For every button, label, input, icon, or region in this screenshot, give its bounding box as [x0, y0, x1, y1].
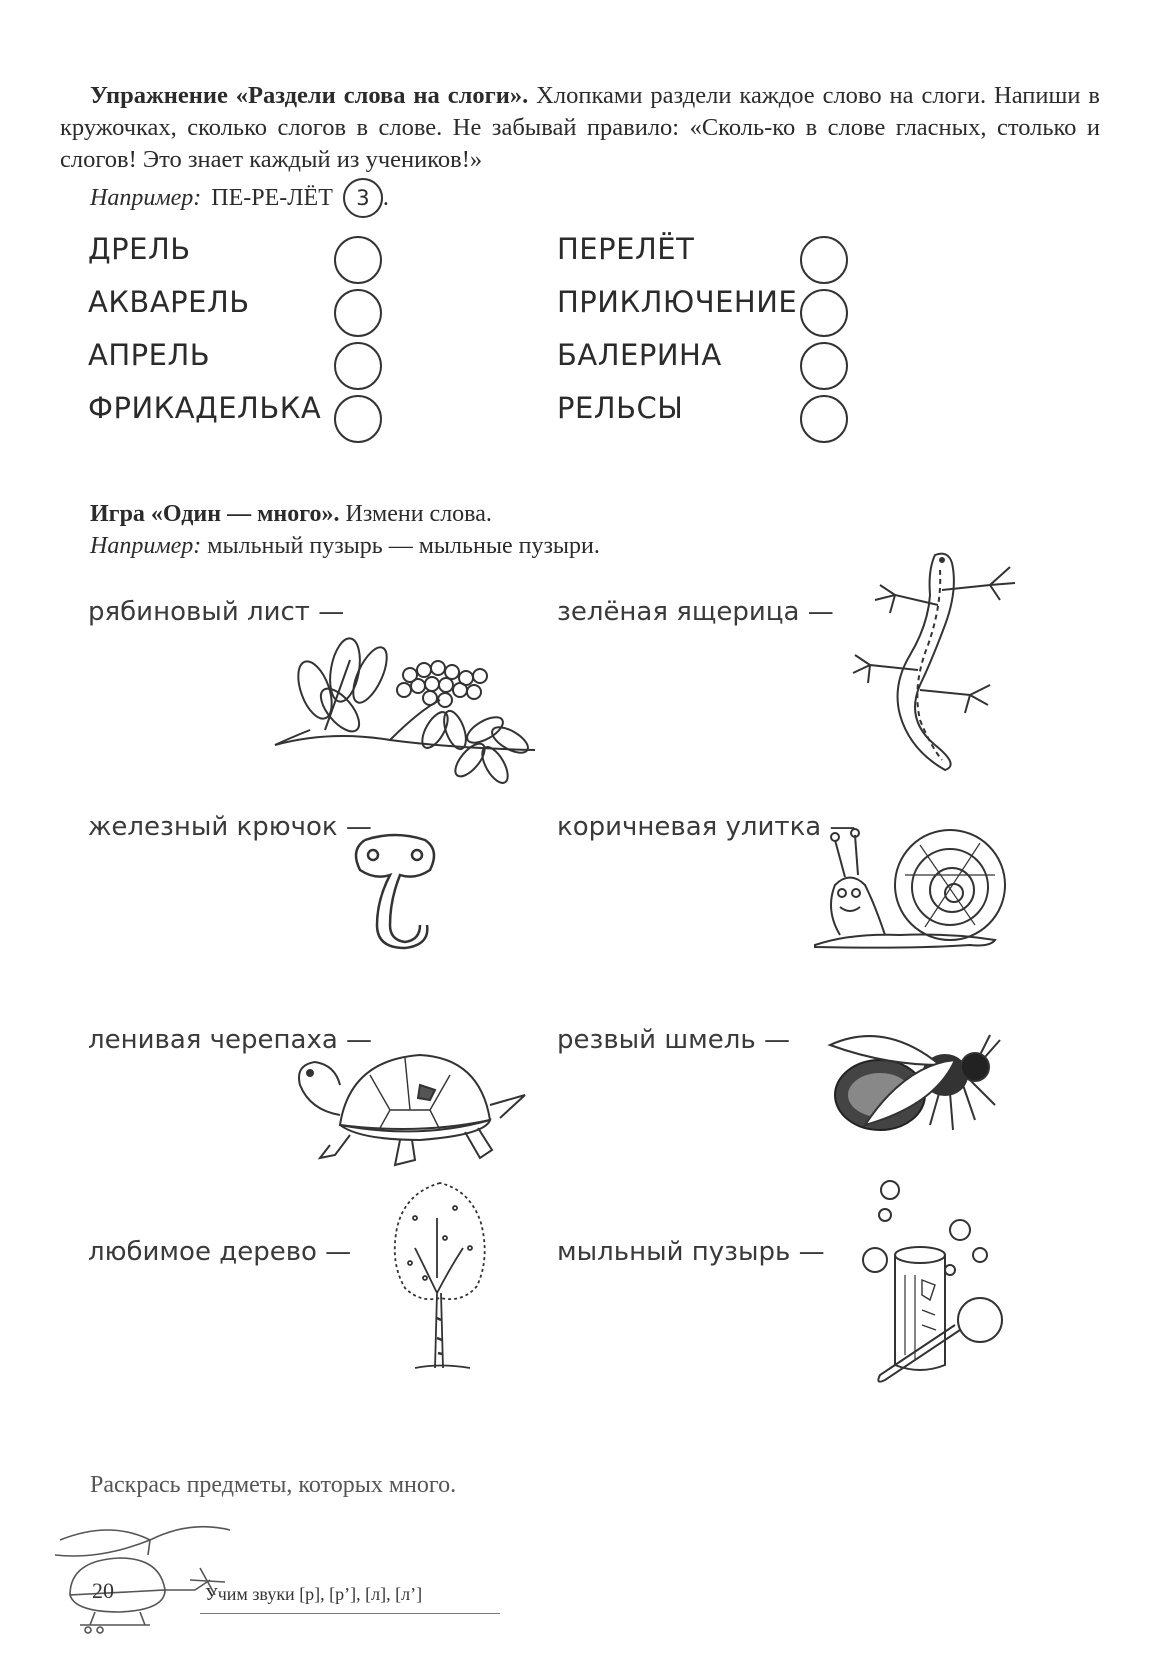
- answer-circle-right-4[interactable]: [800, 395, 848, 443]
- phrase-quick-bumblebee: резвый шмель —: [557, 1025, 790, 1055]
- exercise-example: [90, 178, 389, 218]
- phrase-lazy-turtle: ленивая черепаха —: [88, 1025, 373, 1055]
- footer-divider: [200, 1613, 500, 1614]
- snail-icon: [810, 815, 1010, 955]
- phrase-iron-hook: железный крючок —: [88, 812, 372, 842]
- answer-circle-right-2[interactable]: [800, 289, 848, 337]
- game-example-label: Например:: [90, 533, 202, 559]
- birch-tree-icon: [385, 1178, 495, 1373]
- phrase-brown-snail: коричневая улитка —: [557, 812, 856, 842]
- word-right-1: ПЕРЕЛЁТ: [557, 232, 695, 266]
- footer-title: Учим звуки [р], [р’], [л], [л’]: [205, 1584, 423, 1604]
- phrase-green-lizard: зелёная ящерица —: [557, 597, 834, 627]
- phrase-rowan-leaf: рябиновый лист —: [88, 597, 345, 627]
- word-left-1: ДРЕЛЬ: [88, 232, 191, 266]
- soap-bubbles-icon: [860, 1175, 1010, 1395]
- coloring-instruction: Раскрась предметы, которых много.: [90, 1472, 457, 1498]
- example-label: Например:: [90, 184, 202, 211]
- helicopter-icon: [40, 1500, 240, 1650]
- exercise-text: Хлопками раздели каждое слово на слоги. Напиши в кружочках, сколько слогов в слове. Не забывай правило: «Сколь-ко в слове гласных, столько и слогов! Это знает каждый из учеников!»: [60, 82, 1101, 173]
- example-end: .: [382, 184, 389, 211]
- rowan-branch-icon: [270, 630, 540, 800]
- hook-icon: [345, 830, 445, 950]
- exercise-intro: [60, 80, 1100, 176]
- example-word: ПЕ-РЕ-ЛЁТ: [211, 184, 333, 211]
- phrase-favorite-tree: любимое дерево —: [88, 1237, 352, 1267]
- game-intro: [90, 498, 600, 562]
- answer-circle-left-1[interactable]: [334, 236, 382, 284]
- answer-circle-right-3[interactable]: [800, 342, 848, 390]
- answer-circle-right-1[interactable]: [800, 236, 848, 284]
- page-number: 20: [92, 1578, 114, 1603]
- word-left-3: АПРЕЛЬ: [88, 338, 211, 372]
- word-left-2: АКВАРЕЛЬ: [88, 285, 250, 319]
- game-example-text: мыльный пузырь — мыльные пузыри.: [207, 533, 600, 559]
- answer-circle-left-4[interactable]: [334, 395, 382, 443]
- lizard-icon: [850, 545, 1040, 775]
- word-right-4: РЕЛЬСЫ: [557, 391, 684, 425]
- exercise-title: Упражнение «Раздели слова на слоги».: [90, 82, 529, 109]
- turtle-icon: [280, 1040, 530, 1170]
- bumblebee-icon: [825, 1025, 1005, 1145]
- example-count-circle: 3: [343, 178, 383, 218]
- answer-circle-left-3[interactable]: [334, 342, 382, 390]
- page-footer: [40, 1500, 500, 1650]
- word-right-2: ПРИКЛЮЧЕНИЕ: [557, 285, 798, 319]
- game-title: Игра «Один — много».: [90, 501, 340, 527]
- word-right-3: БАЛЕРИНА: [557, 338, 722, 372]
- word-left-4: ФРИКАДЕЛЬКА: [88, 391, 322, 425]
- phrase-soap-bubble: мыльный пузырь —: [557, 1237, 825, 1267]
- answer-circle-left-2[interactable]: [334, 289, 382, 337]
- game-text: Измени слова.: [345, 501, 492, 527]
